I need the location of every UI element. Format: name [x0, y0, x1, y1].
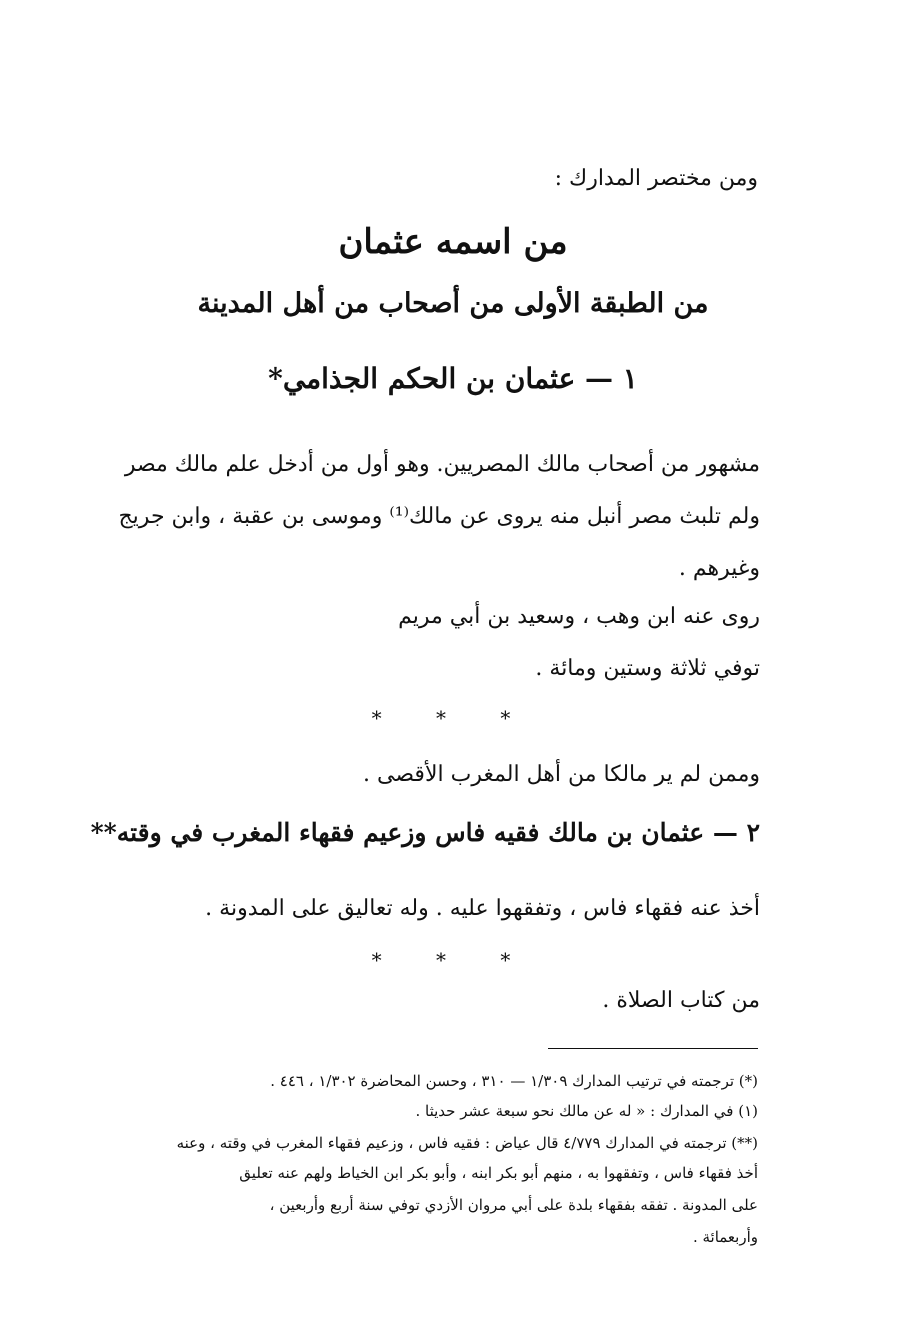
- chapter-intro: ومن مختصر المدارك :: [554, 166, 758, 191]
- section-3-intro: من كتاب الصلاة .: [602, 988, 760, 1013]
- footnote-1: (*) ترجمته في ترتيب المدارك ١/٣٠٩ — ٣١٠ ، وحسن المحاضرة ١/٣٠٢ ، ٤٤٦ .: [270, 1072, 758, 1090]
- entry-1-title: ١ — عثمان بن الحكم الجذامي*: [268, 362, 638, 395]
- asterism-separator-2: * * *: [371, 948, 535, 972]
- entry-2-line-1: أخذ عنه فقهاء فاس ، وتفقهوا عليه . وله تعاليق على المدونة .: [205, 896, 760, 921]
- entry-1-line-3: وغيرهم .: [678, 556, 760, 581]
- footnote-divider: [548, 1048, 758, 1049]
- footnote-2: (١) في المدارك : « له عن مالك نحو سبعة عشر حديثا .: [415, 1102, 758, 1120]
- section-subheading: من الطبقة الأولى من أصحاب من أهل المدينة: [197, 288, 709, 319]
- section-heading: من اسمه عثمان: [338, 222, 568, 262]
- footnote-3: (**) ترجمته في المدارك ٤/٧٧٩ قال عياض : فقيه فاس ، وزعيم فقهاء المغرب في وقته ، وعنه: [176, 1134, 758, 1152]
- asterism-separator-1: * * *: [371, 706, 535, 730]
- footnote-3-cont-1: أخذ فقهاء فاس ، وتفقهوا به ، منهم أبو بكر ابنه ، وأبو بكر ابن الخياط ولهم عنه تعليق: [239, 1164, 758, 1182]
- section-2-intro: وممن لم ير مالكا من أهل المغرب الأقصى .: [363, 762, 760, 787]
- entry-1-line-5: توفي ثلاثة وستين ومائة .: [535, 656, 760, 681]
- entry-2-title: ٢ — عثمان بن مالك فقيه فاس وزعيم فقهاء المغرب في وقته**: [90, 818, 760, 847]
- footnote-3-cont-2: على المدونة . تفقه بفقهاء بلدة على أبي مروان الأزدي توفي سنة أربع وأربعين ،: [269, 1196, 758, 1214]
- footnote-3-cont-3: وأربعمائة .: [692, 1228, 758, 1246]
- entry-1-line-4: روى عنه ابن وهب ، وسعيد بن أبي مريم: [398, 604, 760, 629]
- entry-1-line-2: ولم تلبث مصر أنبل منه يروى عن مالك⁽¹⁾ وموسى بن عقبة ، وابن جريج: [118, 504, 760, 529]
- entry-1-line-1: مشهور من أصحاب مالك المصريين. وهو أول من أدخل علم مالك مصر: [124, 452, 760, 477]
